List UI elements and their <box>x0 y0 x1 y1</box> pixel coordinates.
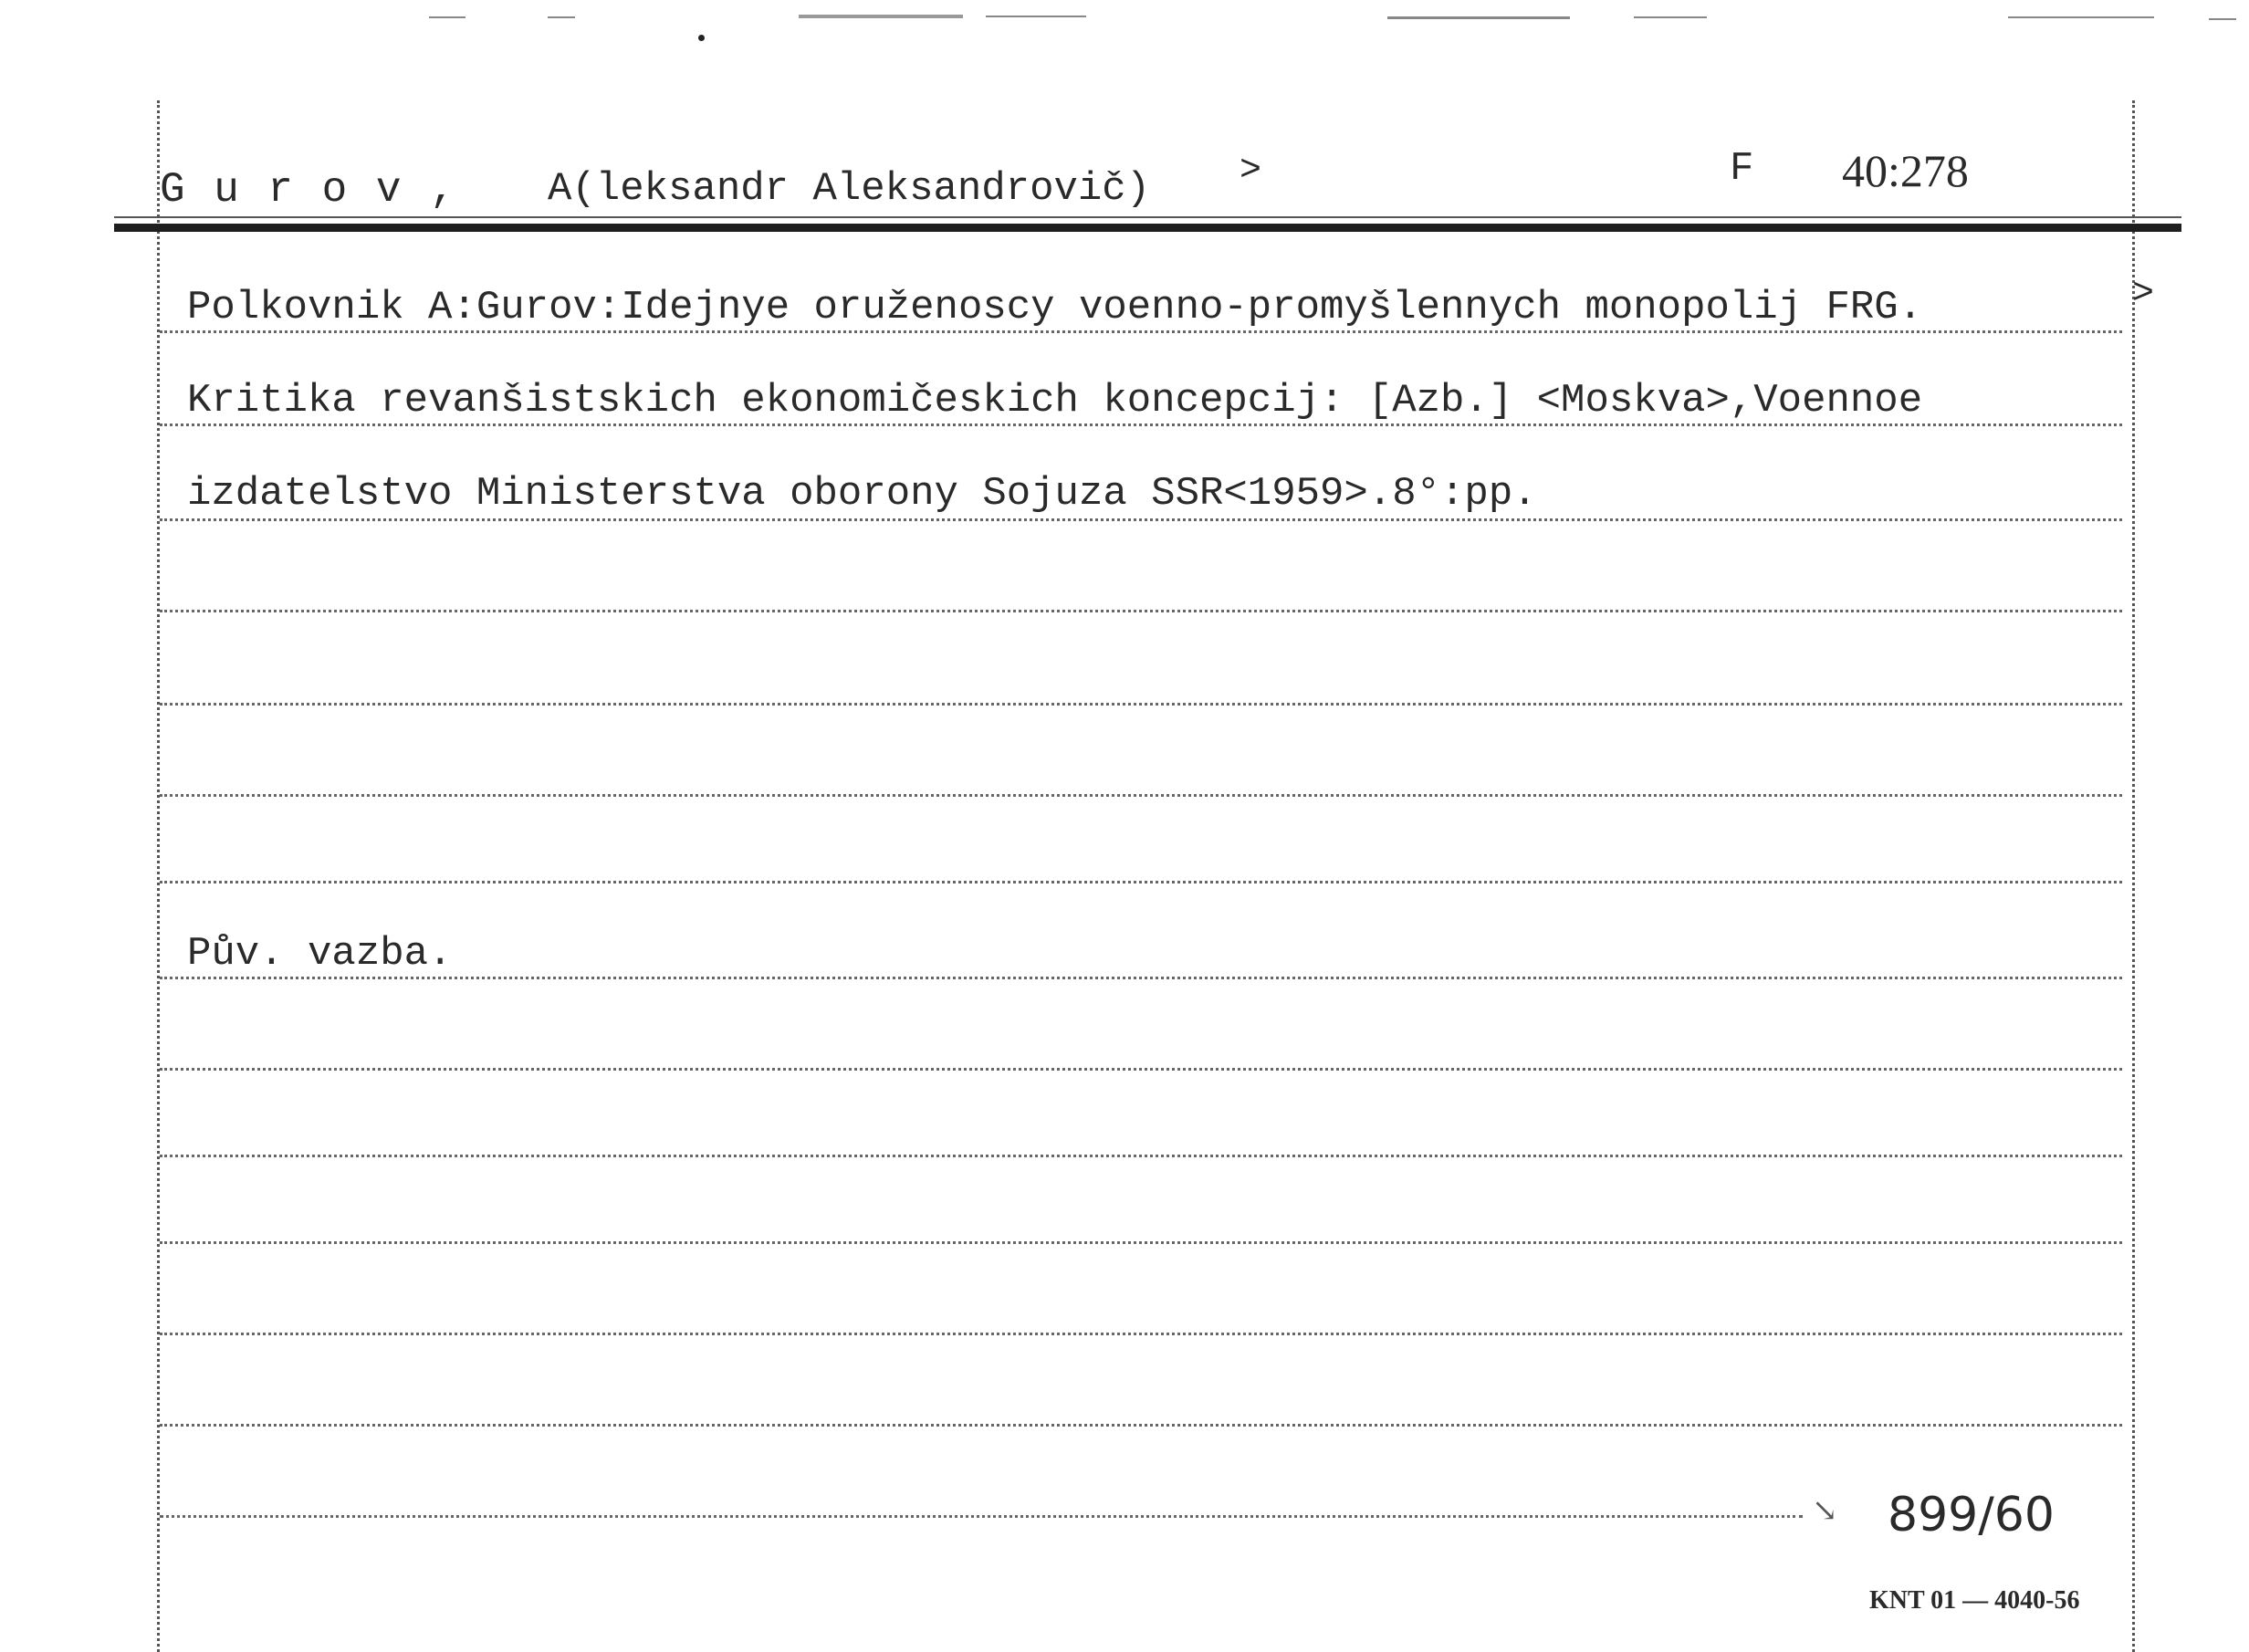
scan-smudge <box>1634 16 1707 18</box>
ruled-line <box>160 794 2122 797</box>
ruled-line <box>160 518 2122 521</box>
author-surname: G u r o v , <box>160 166 457 214</box>
accession-arrow: ↘ <box>1812 1494 1838 1528</box>
scan-smudge <box>1387 16 1570 19</box>
scan-smudge <box>2008 16 2154 18</box>
scan-smudge <box>799 15 963 18</box>
ruled-line <box>160 703 2122 706</box>
scan-smudge <box>986 16 1086 17</box>
scan-dot <box>698 35 705 41</box>
imprint-line: izdatelstvo Ministerstva oborony Sojuza SSR<1959>.8°:pp. <box>187 471 1537 517</box>
ruled-line <box>160 977 2122 979</box>
scan-smudge <box>2209 18 2236 20</box>
author-mark: > <box>1240 151 1262 192</box>
scan-smudge <box>548 16 575 18</box>
title-mark: > <box>2132 274 2155 315</box>
ruled-line <box>160 1424 2122 1427</box>
binding-note: Pův. vazba. <box>187 931 453 977</box>
card-left-border <box>157 100 160 1652</box>
author-given-name: A(leksandr Aleksandrovič) <box>548 166 1151 212</box>
scan-smudge <box>429 16 465 18</box>
card-right-border <box>2132 100 2135 1652</box>
shelfmark: 40:278 <box>1842 145 1969 196</box>
ruled-line <box>160 1241 2122 1244</box>
ruled-line <box>160 1068 2122 1071</box>
ruled-line <box>160 610 2122 612</box>
ruled-line <box>160 1333 2122 1335</box>
accession-number: 899/60 <box>1888 1488 2055 1542</box>
header-rule-thin <box>114 216 2181 218</box>
ruled-line <box>160 1515 1803 1518</box>
ruled-line <box>160 881 2122 884</box>
ruled-line <box>160 423 2122 426</box>
title-line-1: Polkovnik A:Gurov:Idejnye oruženoscy voenno-promyšlennych monopolij FRG. <box>187 285 1923 330</box>
ruled-line <box>160 1155 2122 1157</box>
collection-letter: F <box>1730 146 1754 192</box>
header-rule <box>114 224 2181 232</box>
card-print-code: KNT 01 — 4040-56 <box>1869 1586 2080 1615</box>
ruled-line <box>160 330 2122 333</box>
title-line-2: Kritika revanšistskich ekonomičeskich koncepcij: [Azb.] <Moskva>,Voennoe <box>187 378 1923 423</box>
